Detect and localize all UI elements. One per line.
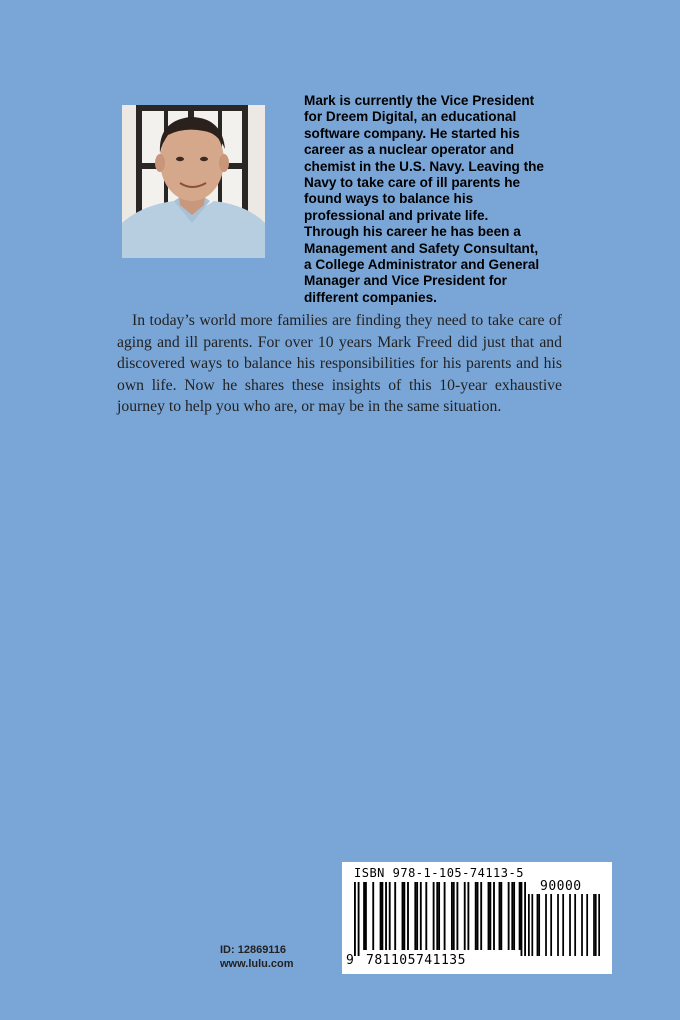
barcode-bar xyxy=(416,882,418,950)
barcode-bar xyxy=(595,894,597,956)
barcode-bar xyxy=(593,894,595,956)
author-bio xyxy=(304,93,564,306)
barcode-bar xyxy=(508,882,510,950)
barcode-bar xyxy=(436,882,438,950)
barcode-bar xyxy=(574,894,576,956)
barcode-bar xyxy=(513,882,515,950)
publisher-url: www.lulu.com xyxy=(220,958,294,970)
barcode-bar xyxy=(475,882,477,950)
barcode-bar xyxy=(420,882,422,950)
barcode-bar xyxy=(550,894,552,956)
barcode-bar xyxy=(433,882,435,950)
bio-line: different companies. xyxy=(304,289,437,305)
bio-line: Mark is currently the Vice President xyxy=(304,93,535,108)
bio-line: Manager and Vice President for xyxy=(304,273,507,289)
ean-digits: 781105741135 xyxy=(366,953,466,968)
barcode-bar xyxy=(372,882,374,950)
isbn-label: ISBN 978-1-105-74113-5 xyxy=(354,866,524,880)
barcode-bar xyxy=(464,882,466,950)
barcode-bar xyxy=(414,882,416,950)
bio-line: Management and Safety Consultant, xyxy=(304,240,539,256)
barcode-bar xyxy=(403,882,405,950)
bio-line: career as a nuclear operator and xyxy=(304,142,515,158)
barcode-bar xyxy=(438,882,440,950)
barcode-bar xyxy=(477,882,479,950)
barcode-bar xyxy=(562,894,564,956)
barcode-bar xyxy=(500,882,502,950)
bio-line: professional and private life. xyxy=(304,207,489,223)
bio-line: software company. He started his xyxy=(304,125,520,141)
barcode-bar xyxy=(581,894,583,956)
barcode-bar xyxy=(456,882,458,950)
barcode-bar xyxy=(425,882,427,950)
bio-line: Navy to take care of ill parents he xyxy=(304,175,521,191)
barcode-bar xyxy=(499,882,501,950)
barcode-bar xyxy=(354,882,356,956)
barcode-bar xyxy=(519,882,521,950)
barcode-bar xyxy=(451,882,453,950)
barcode-bar xyxy=(537,894,539,956)
barcode-bar xyxy=(538,894,540,956)
book-blurb: In today’s world more families are finding they need to take care of aging and ill parents. For over 10 years Mark Freed did just that and discovered ways to balance his responsibilities for his parents and his own life. Now he shares these insights of this 10-year exhaustive journey to help you who are, or may be in the same situation. xyxy=(117,312,562,415)
barcode-bar xyxy=(407,882,409,950)
barcode-bar xyxy=(389,882,391,950)
barcode-bar xyxy=(467,882,469,950)
barcode-bar xyxy=(381,882,383,950)
author-photo xyxy=(122,105,265,258)
barcode-bar xyxy=(521,882,523,956)
barcode-bar xyxy=(394,882,396,950)
barcode-bar xyxy=(489,882,491,950)
addon-barcode-bars xyxy=(528,894,600,958)
barcode-bar xyxy=(511,882,513,950)
barcode-bar xyxy=(385,882,387,950)
barcode-bar xyxy=(358,882,360,956)
barcode-bar xyxy=(528,894,530,956)
barcode-bar xyxy=(569,894,571,956)
bio-line: found ways to balance his xyxy=(304,191,474,207)
barcode-bar xyxy=(557,894,559,956)
ean-lead-digit: 9 xyxy=(346,953,354,968)
barcode-bar xyxy=(453,882,455,950)
bio-line: chemist in the U.S. Navy. Leaving the xyxy=(304,158,544,174)
barcode-bar xyxy=(380,882,382,950)
barcode-bar xyxy=(493,882,495,950)
bio-line: Through his career he has been a xyxy=(304,224,521,240)
barcode-bar xyxy=(586,894,588,956)
barcode-bar xyxy=(524,882,526,956)
barcode-bar xyxy=(531,894,533,956)
bio-line: for Dreem Digital, an educational xyxy=(304,109,517,125)
barcode-bar xyxy=(402,882,404,950)
ean-barcode-bars xyxy=(354,882,526,958)
barcode-bar xyxy=(363,882,365,950)
price-code: 90000 xyxy=(540,879,582,894)
bio-line: a College Administrator and General xyxy=(304,257,540,273)
barcode-bar xyxy=(480,882,482,950)
barcode-bar xyxy=(545,894,547,956)
barcode-bar xyxy=(598,894,600,956)
barcode-bar xyxy=(444,882,446,950)
barcode-bar xyxy=(488,882,490,950)
barcode-bar xyxy=(365,882,367,950)
publisher-id: ID: 12869116 xyxy=(220,944,287,956)
publisher-info xyxy=(220,943,294,971)
isbn-barcode xyxy=(342,862,612,974)
